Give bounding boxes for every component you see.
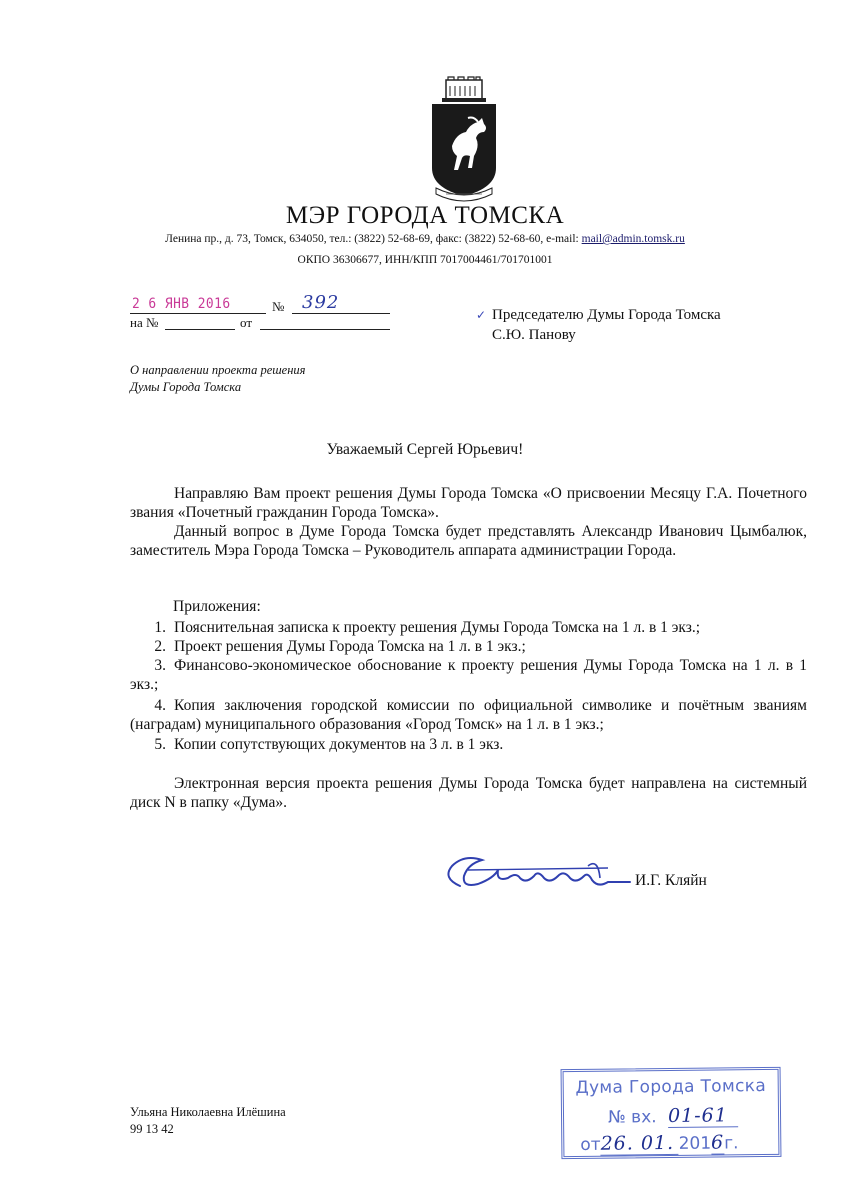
addressee-position: Председателю Думы Города Томска — [492, 307, 721, 323]
reply-from-label: от — [240, 315, 253, 330]
attachment-text: Проект решения Думы Города Томска на 1 л. в 1 экз.; — [174, 638, 526, 655]
stamp-incoming-label: № вх. — [607, 1107, 657, 1128]
reply-number-underline — [165, 329, 235, 330]
attachment-text: Пояснительная записка к проекту решения Думы Города Томска на 1 л. в 1 экз.; — [174, 619, 701, 636]
addressee — [492, 305, 721, 345]
paragraph-text: Данный вопрос в Думе Города Томска будет представлять Александр Иванович Цымбалюк, заместитель Мэра Города Томска – Руководитель аппарата администрации Города. — [130, 523, 807, 559]
body-paragraph-2 — [130, 522, 807, 560]
closing-paragraph — [130, 774, 807, 812]
stamp-incoming-number: 01-61 — [668, 1104, 738, 1128]
attachment-number: 2. — [154, 638, 166, 655]
letter-subject — [130, 362, 306, 396]
attachment-item — [130, 696, 807, 734]
attachment-number: 3. — [154, 657, 166, 674]
stamp-date-year-hand: 6 — [710, 1131, 725, 1154]
attachment-item — [130, 637, 807, 656]
attachment-number: 1. — [154, 619, 166, 636]
outgoing-number: 392 — [302, 292, 340, 313]
body-paragraph-1 — [130, 484, 807, 522]
registration-date-stamp: 2 6 ЯНВ 2016 — [132, 296, 231, 312]
date-underline — [130, 313, 266, 314]
organization-address — [0, 233, 850, 245]
stamp-incoming-number-row — [608, 1104, 738, 1128]
tomsk-coat-of-arms-icon — [422, 76, 506, 204]
executor-name: Ульяна Николаевна Илёшина — [130, 1105, 286, 1119]
subject-line-2: Думы Города Томска — [130, 380, 242, 394]
paragraph-text: Электронная версия проекта решения Думы Города Томска будет направлена на системный диск N в папку «Дума». — [130, 775, 807, 811]
incoming-registration-stamp — [561, 1067, 782, 1159]
address-text: Ленина пр., д. 73, Томск, 634050, тел.: (3822) 52-68-69, факс: (3822) 52-68-60, e-mail: — [165, 233, 582, 245]
stamp-date-day-month: 26. 01. — [601, 1132, 679, 1156]
attachments-title: Приложения: — [173, 598, 261, 615]
addressee-name: С.Ю. Панову — [492, 327, 576, 343]
executor-info — [130, 1104, 286, 1138]
subject-line-1: О направлении проекта решения — [130, 363, 306, 377]
attachment-text: Финансово-экономическое обоснование к проекту решения Думы Города Томска на 1 л. в 1 экз.; — [130, 657, 807, 693]
reply-date-underline — [260, 329, 390, 330]
attachment-item — [130, 618, 807, 637]
stamp-date-year-printed: 201 — [678, 1133, 712, 1154]
organization-title: МЭР ГОРОДА ТОМСКА — [285, 202, 565, 229]
email-link[interactable]: mail@admin.tomsk.ru — [581, 233, 685, 245]
paragraph-text: Направляю Вам проект решения Думы Города Томска «О присвоении Месяцу Г.А. Почетного звания «Почетный гражданин Города Томска». — [130, 485, 807, 521]
stamp-date-row — [580, 1131, 738, 1156]
executor-phone: 99 13 42 — [130, 1122, 174, 1136]
reply-to-label: на № — [130, 315, 159, 330]
number-underline — [292, 313, 390, 314]
attachment-item — [130, 735, 807, 754]
signer-name: И.Г. Кляйн — [635, 872, 707, 889]
stamp-organization: Дума Города Томска — [575, 1076, 767, 1098]
attachment-number: 4. — [154, 697, 166, 714]
attachment-number: 5. — [154, 736, 166, 753]
attachment-text: Копии сопутствующих документов на 3 л. в 1 экз. — [174, 736, 504, 753]
check-mark-icon: ✓ — [476, 308, 487, 322]
handwritten-signature — [438, 848, 638, 898]
stamp-date-prefix: от — [580, 1134, 601, 1155]
organization-registration-codes: ОКПО 36306677, ИНН/КПП 7017004461/701701001 — [297, 254, 553, 266]
number-label: № — [272, 299, 285, 314]
greeting: Уважаемый Сергей Юрьевич! — [326, 441, 524, 458]
stamp-date-suffix: г. — [724, 1133, 739, 1154]
attachment-item — [130, 656, 807, 694]
attachment-text: Копия заключения городской комиссии по официальной символике и почётным званиям (наградам) муниципального образования «Город Томск» на 1 л. в 1 экз.; — [130, 697, 807, 733]
